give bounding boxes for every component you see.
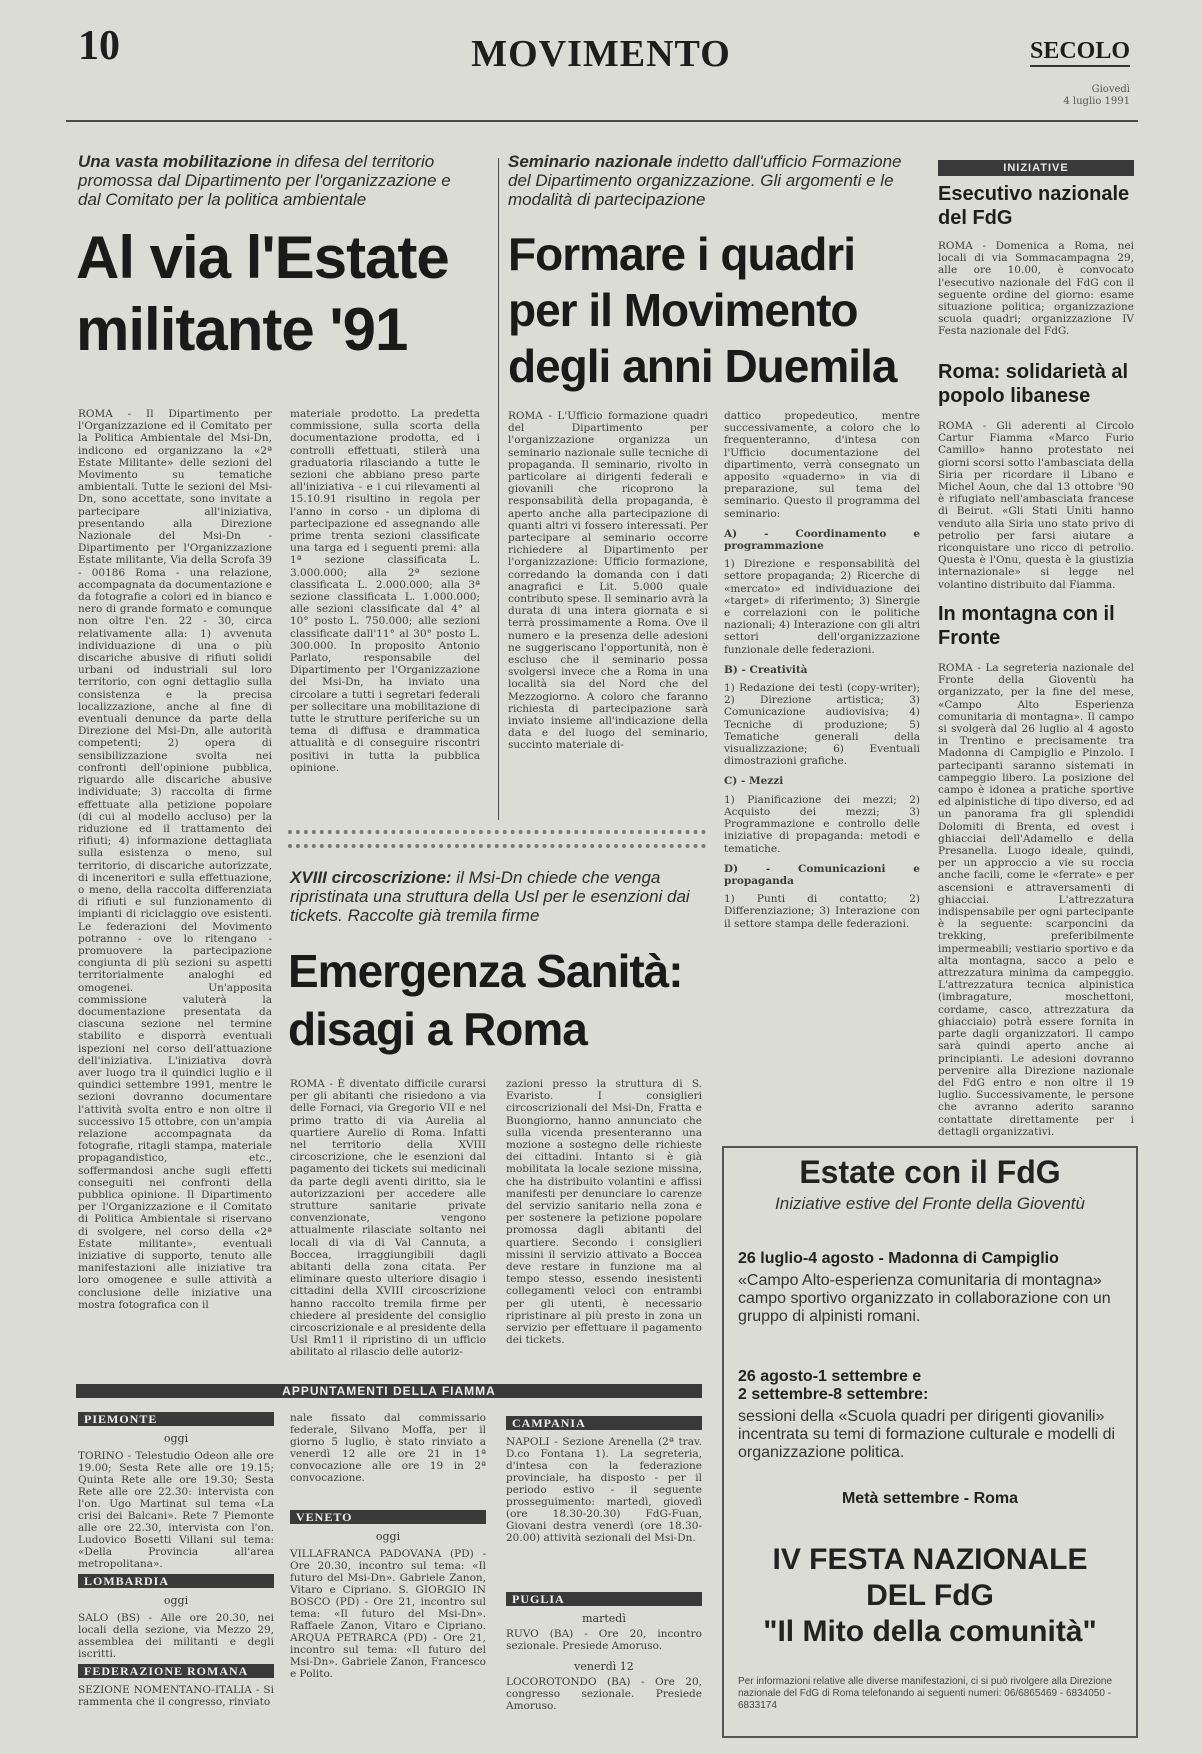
article3-kicker — [290, 868, 690, 925]
region-puglia: PUGLIA — [506, 1592, 702, 1606]
sidebar-label: INIZIATIVE — [938, 160, 1134, 176]
article1-column1: ROMA - Il Dipartimento per l'Organizzazione ed il Comitato per la Politica Ambientale del Msi-Dn, indicono ed organizzano la «2ª Estate Militante» delle sezioni del Movimento su tematiche ambientali. Tutte le sezioni del Msi-Dn, sono accettate, sono invitate a partecipare all'iniziativa, presentando alla Direzione Nazionale del Msi-Dn - Dipartimento per l'Organizzazione Estate militante, Via della Scrofa 39 - 00186 Roma - una relazione, accompagnata da documentazione e da fotografie a colori ed in bianco e nero di grande formato e comunque non oltre l'en. 22 - 30, circa relativamente alla: 1) avvenuta individuazione di una o più discariche abusive di rifiuti solidi urbani od industriali sul loro territorio, con ogni dettaglio sulla consistenza e la precisa localizzazione, anche al fine di eventuali denunce da parte della Direzione del Msi-Dn, alle autorità competenti; 2) opera di sensibilizzazione svolta nei confronti dell'opinione pubblica, riguardo alle discariche abusive individuate; 3) raccolta di firme effettuate alla petizione popolare (di cui al modello accluso) per la riduzione ed il trattamento dei rifiuti; 4) informazione dettagliata sulla esistenza o meno, sul territorio, di discariche autorizzate, di inceneritori e sulla effettuazione, o meno, della raccolta differenziata di rifiuti e sul funzionamento di impianti di riciclaggio ove esistenti. Le federazioni del Movimento potranno - ove lo ritengano - promuovere la partecipazione congiunta di più sezioni su aspetti territorialmente analoghi ed omogenei. Un'apposita commissione valuterà la documentazione presentata da ciascuna sezione nel termine stabilito e disporrà eventuali ispezioni nel corso dell'attuazione dell'iniziativa. L'iniziativa dovrà aver luogo tra il quindici luglio e il quindici settembre 1991, mentre le sezioni dovranno documentare l'attività svolta entro e non oltre il successivo 15 ottobre, con un'ampia relazione accompagnata da fotografie, ritagli stampa, materiale propagandistico, etc., soffermandosi anche sugli effetti conseguiti nei confronti della pubblica opinione. Il Dipartimento per l'Organizzazione e il Comitato di Politica Ambientale si riservano di svolgere, nel corso della «2ª Estate militante», eventuali iniziative di supporto, tenuto alle manifestazioni alle iniziative tra loro omogenee e sulle attività a conclusione delle iniziative una mostra fotografica con il — [78, 408, 272, 1311]
masthead: SECOLO — [1030, 38, 1130, 67]
event3-date: Metà settembre - Roma — [841, 1490, 1019, 1507]
program-section-c-items: 1) Pianificazione dei mezzi; 2) Acquisto dei mezzi; 3) Programmazione e controllo delle iniziative di propaganda: metodi e tematiche. — [724, 793, 920, 855]
region-veneto: VENETO — [290, 1510, 486, 1524]
sidebar-item2-text: ROMA - Gli aderenti al Circolo Cartur Fiamma «Marco Furio Camillo» hanno protestato nei giorni scorsi sotto l'ambasciata della Siria per ricordare il Libano e Michel Aoun, che dal 13 ottobre '90 è rifugiato nell'ambasciata francese di Beirut. «Gli Stati Uniti hanno venduto alla Siria uno stato privo di petrolio per farsi aiutare a riconquistare uno ricco di petrolio. Questa è l'Onu, questa è la giustizia internazionale» si legge nel volantino distribuito dal Fiamma. — [938, 420, 1134, 591]
program-section-a-title: A) - Coordinamento e programmazione — [724, 527, 920, 553]
article3-kicker-bold: XVIII circoscrizione: — [290, 868, 452, 887]
estate-box-subtitle: Iniziative estive del Fronte della Gioventù — [775, 1194, 1085, 1213]
puglia-text1: RUVO (BA) - Ore 20, incontro sezionale. Presiede Amoruso. — [506, 1628, 702, 1652]
article2-column2 — [724, 410, 920, 1122]
lombardia-text: SALO (BS) - Alle ore 20.30, nei locali della sezione, via Mezzo 29, assemblea dei militanti e degli iscritti. — [78, 1612, 274, 1660]
article1-kicker-bold: Una vasta mobilitazione — [78, 152, 272, 171]
sidebar-item1-text: ROMA - Domenica a Roma, nei locali di via Sommacampagna 29, alle ore 10.00, è convocato l'esecutivo nazionale del FdG con il seguente ordine del giorno: esame situazione politica; organizzazione scuola quadri; organizzazione IV Festa nazionale del FdG. — [938, 240, 1134, 338]
region-lombardia: LOMBARDIA — [78, 1574, 274, 1588]
page-number: 10 — [78, 23, 120, 69]
article1-headline — [76, 222, 476, 366]
article2-kicker — [508, 152, 928, 209]
program-section-b-title: B) - Creatività — [724, 663, 808, 676]
federazione-text: SEZIONE NOMENTANO-ITALIA - Si rammenta che il congresso, rinviato — [78, 1684, 274, 1708]
article3-column2: zazioni presso la struttura di S. Evaristo. I consiglieri circoscrizionali del Msi-Dn, Fratta e Buongiorno, hanno annunciato che sulla vicenda presenteranno una mozione a sostegno delle richieste dei cittadini. Intanto si è già mobilitata la locale sezione missina, che ha distribuito volantini e affissi manifesti per denunciare lo carenze del servizio sanitario nella zona e per sostenere la petizione popolare promossa dagli abitanti del quartiere. Secondo i consiglieri missini il servizio attivato a Boccea deve restare in funzione ma al tempo stesso, essendo inesistenti collegamenti veloci con entrambi per gli utenti, è necessario ripristinare al più presto in zona un servizio per effettuare il pagamento dei tickets. — [506, 1078, 702, 1347]
article2-headline — [508, 226, 928, 394]
article3-headline — [288, 942, 708, 1058]
sidebar-item3-text: ROMA - La segreteria nazionale del Fronte della Gioventù ha organizzato, per la fine del mese, «Campo Alto Esperienza comunitaria di montagna». Il campo si svolgerà dal 26 luglio al 4 agosto in Trentino e precisamente tra Madonna di Campiglio e Pinzolo. I partecipanti saranno sistemati in campeggio libero. La posizione del campo è idonea a pratiche sportive ed alpinistiche di tipo diverso, ed ad un panorama fra gli splendidi Dolomiti di Brenta, ed ovest i ghiacciai dell'Adamello e della Presanella. Luogo ideale, quindi, per un approccio a vie su roccia anche facili, come le «ferrate» e per ascensioni e attraversamenti di ghiacciai. L'attrezzatura indispensabile per ogni partecipante è la seguente: scarponcini da trekking, preferibilmente impermeabili; vestiario sportivo e da alta montagna, sacco a pelo e attrezzatura minima da campeggio. L'attrezzatura tecnica alpinistica (imbragature, moschettoni, cordame, casco, attrezzatura da ghiacciaio) potrà essere fornita in parte dagli organizzatori. Il campo sarà quindi aperto anche ai principianti. Le adesioni dovranno pervenire alla Direzione nazionale del FdG entro e non oltre il 19 luglio. Successivamente, le persone che avranno aderito saranno contattate direttamente per i dettagli organizzativi. — [938, 662, 1134, 1138]
estate-box-footer: Per informazioni relative alle diverse manifestazioni, ci si può rivolgere alla Direzione nazionale del FdG di Roma telefonando ai seguenti numeri: 06/6865469 - 6834050 - 6833174 — [738, 1676, 1113, 1711]
article1-kicker-rest: in difesa del territorio promossa dal Dipartimento per l'organizzazione e dal Comitato per la politica ambientale — [78, 152, 451, 209]
region-campania: CAMPANIA — [506, 1416, 702, 1430]
dateline — [1010, 84, 1130, 108]
sidebar-item1-title: Esecutivo nazionale del FdG — [938, 183, 1130, 229]
sidebar-item2-title: Roma: solidarietà al popolo libanese — [938, 361, 1129, 407]
festa-title — [724, 1542, 1136, 1650]
article2-headline-line2: per il Movimento — [508, 284, 858, 336]
sidebar-item3-title: In montagna con il Fronte — [938, 603, 1115, 649]
program-section-a-items: 1) Direzione e responsabilità del settore propaganda; 2) Ricerche di «mercato» ed individuazione dei «target» di riferimento; 3) Sinergie e correlazioni con le politiche nazionali; 4) Interazione con gli altri settori dell'organizzazione funzionale delle federazioni. — [724, 558, 920, 656]
event1-date: 26 luglio-4 agosto - Madonna di Campiglio — [738, 1250, 1059, 1267]
article3-separator — [288, 830, 706, 848]
puglia-day: martedì — [582, 1612, 626, 1625]
program-section-b-items: 1) Redazione dei testi (copy-writer); 2) Direzione artistica; 3) Comunicazione audiovisiva; 4) Tecniche di produzione; 5) Tematiche generali della visualizzazione; 6) Eventuali dimostrazioni grafiche. — [724, 682, 920, 768]
festa-line2: DEL FdG — [866, 1579, 994, 1612]
event2-date — [738, 1368, 1124, 1404]
article1-headline-line2: militante '91 — [76, 296, 408, 363]
event2-description: sessioni della «Scuola quadri per dirigenti giovanili» incentrata su temi di formazione culturale e modelli di organizzazione politica. — [738, 1408, 1116, 1461]
article2-headline-line1: Formare i quadri — [508, 228, 855, 280]
puglia-text2: LOCOROTONDO (BA) - Ore 20, congresso sezionale. Presiede Amoruso. — [506, 1676, 702, 1712]
header-rule — [66, 120, 1138, 122]
estate-box-title: Estate con il FdG — [799, 1154, 1061, 1190]
dateline-day: Giovedì — [1091, 84, 1130, 95]
dateline-date: 4 luglio 1991 — [1063, 96, 1130, 107]
campania-text: NAPOLI - Sezione Arenella (2ª trav. D.co Fontana 1). La segreteria, d'intesa con la federazione provinciale, ha disposto - per il periodo estivo - il seguente prosseguimento: martedì, giovedì (ore 18.30-20.30) FdG-Fuan, Giovani destra venerdì (ore 18.30-20.00) attività sezionali del Msi-Dn. — [506, 1436, 702, 1544]
section-title: MOVIMENTO — [471, 33, 731, 75]
appuntamenti-col2-top: nale fissato dal commissario federale, Silvano Moffa, per il giorno 5 luglio, è stato rinviato a venerdì 12 alle ore 21 in 1ª convocazione alle ore 19 in 2ª convocazione. — [290, 1412, 486, 1484]
article1-column2: materiale prodotto. La predetta commissione, sulla scorta della documentazione prodotta, ed i controlli effettuati, stilerà una graduatoria rilasciando a tutte le sezioni che abbiano preso parte all'iniziativa - e i cui rilevamenti al 15.10.91 risultino in regola per l'anno in corso - un diploma di partecipazione ed assegnando alle prime trenta sezioni classificate una targa ed i seguenti premi: alla 1ª sezione classificata L. 3.000.000; alla 2ª sezione classificata L. 2.000.000; alla 3ª sezione classificata L. 1.000.000; alle sezioni classificate dal 4° al 10° posto L. 750.000; alle sezioni classificate dall'11° al 30° posto L. 300.000. In proposito Antonio Parlato, responsabile del Dipartimento per l'Organizzazione del Msi-Dn, ha inviato una circolare a tutti i segretari federali per sollecitare una mobilitazione di tutte le strutture periferiche su un tema di diffusa e drammatica attualità e di conseguire riscontri positivi in tutta la pubblica opinione. — [290, 408, 480, 774]
festa-line1: IV FESTA NAZIONALE — [772, 1543, 1088, 1576]
article3-kicker-rest: il Msi-Dn chiede che venga ripristinata una struttura della Usl per le esenzioni dai tickets. Raccolte già tremila firme — [290, 868, 690, 925]
lombardia-day: oggi — [163, 1594, 189, 1607]
veneto-text: VILLAFRANCA PADOVANA (PD) - Ore 20.30, incontro sul tema: «Il futuro del Msi-Dn». Gabriele Zanon, Vitaro e Cipriano. S. GIORGIO IN BOSCO (PD) - Ore 21, incontro sul tema: «Il futuro del Msi-Dn». Raffaele Zanon, Vitaro e Cipriano. ARQUA PETRARCA (PD) - Ore 21, incontro sul tema: «Il futuro del Msi-Dn». Gabriele Zanon, Francesco e Polito. — [290, 1548, 486, 1680]
article3-headline-line2: disagi a Roma — [288, 1003, 587, 1055]
program-section-d-items: 1) Punti di contatto; 2) Differenziazione; 3) Interazione con il settore stampa delle federazioni. — [724, 893, 920, 930]
article3-headline-line1: Emergenza Sanità: — [288, 945, 683, 997]
article2-intro: dattico propedeutico, mentre successivamente, a coloro che lo frequenteranno, d'intesa con l'Ufficio documentazione del dipartimento, verrà consegnato un apposito «quaderno» in via di preparazione, sul tema del seminario. Questo il programma del seminario: — [724, 410, 920, 520]
event2-date-line1: 26 agosto-1 settembre e — [738, 1368, 922, 1385]
article2-kicker-bold: Seminario nazionale — [508, 152, 673, 171]
article2-kicker-rest: indetto dall'ufficio Formazione del Dipartimento organizzazione. Gli argomenti e le modalità di partecipazione — [508, 152, 902, 209]
appuntamenti-band: APPUNTAMENTI DELLA FIAMMA — [76, 1384, 702, 1398]
event2-date-line2: 2 settembre-8 settembre: — [738, 1386, 929, 1403]
festa-line3: "Il Mito della comunità" — [763, 1615, 1097, 1648]
puglia-day2: venerdì 12 — [574, 1660, 634, 1673]
article2-column1: ROMA - L'Ufficio formazione quadri del Dipartimento per l'organizzazione organizza un seminario nazionale sulle tecniche di propaganda. Il seminario, rivolto in particolare ai dirigenti federali e giovanili che ricoprono la responsabilità della propaganda, è aperto anche alla partecipazione di quanti altri vi fossero interessati. Per partecipare al seminario occorre richiedere al Dipartimento per l'organizzazione: Ufficio formazione, corredando la domanda con i dati anagrafici e Lit. 5.000 quale contributo spese. Il seminario avrà la durata di una intera giornata e si terrà prossimamente a Roma. Ove il numero e la presenza delle adesioni ne suggeriscano l'opportunità, non è escluso che il seminario possa svolgersi invece che a Roma in una località sia del Nord che del Mezzogiorno. A coloro che faranno richiesta di partecipazione sarà inviato insieme all'indicazione della data e del luogo del seminario, succinto materiale di- — [508, 410, 708, 752]
column-divider — [498, 158, 499, 820]
article1-kicker — [78, 152, 478, 209]
article3-column1: ROMA - È diventato difficile curarsi per gli abitanti che risiedono a via delle Fornaci, via Gregorio VII e nel primo tratto di via Aurelia al quartiere Aurelio di Roma. Infatti nel territorio della XVIII circoscrizione, che le esenzioni dal pagamento dei tickets sui medicinali da parte degli aventi diritto, sia le autorizzazioni per accedere alle strutture sanitarie private convenzionate, vengono attualmente rilasciate soltanto nei locali di via di Val Cannuta, a Boccea, irraggiungibili dagli abitanti della zona citata. Per eliminare questo ulteriore disagio i cittadini della XVIII circoscrizione hanno raccolto tremila firme per chiedere al presidente del consiglio circoscrizionale e al presidente della Usl Rm11 il ripristino di un ufficio abilitato al rilascio delle autoriz- — [290, 1078, 486, 1359]
event1-description: «Campo Alto-esperienza comunitaria di montagna» campo sportivo organizzato in collaborazione con un gruppo di alpinisti romani. — [738, 1272, 1111, 1325]
article2-headline-line3: degli anni Duemila — [508, 340, 897, 392]
region-piemonte: PIEMONTE — [78, 1412, 274, 1426]
piemonte-text: TORINO - Telestudio Odeon alle ore 19.00; Sesta Rete alle ore 19.15; Quinta Rete alle ore 19.30; Sesta Rete alle ore 22.30: intervista con l'on. Ugo Martinat sul tema «La crisi dei Balcani». Rete 7 Piemonte alle ore 22.30, intervista con l'on. Ludovico Bosetti Villani sul tema: «Della Provincia all'area metropolitana». — [78, 1450, 274, 1570]
region-federazione-romana: FEDERAZIONE ROMANA — [78, 1664, 274, 1678]
program-section-c-title: C) - Mezzi — [724, 775, 784, 788]
veneto-day: oggi — [375, 1530, 401, 1543]
program-section-d-title: D) - Comunicazioni e propaganda — [724, 862, 920, 887]
article1-headline-line1: Al via l'Estate — [76, 224, 449, 291]
piemonte-day: oggi — [163, 1432, 189, 1445]
